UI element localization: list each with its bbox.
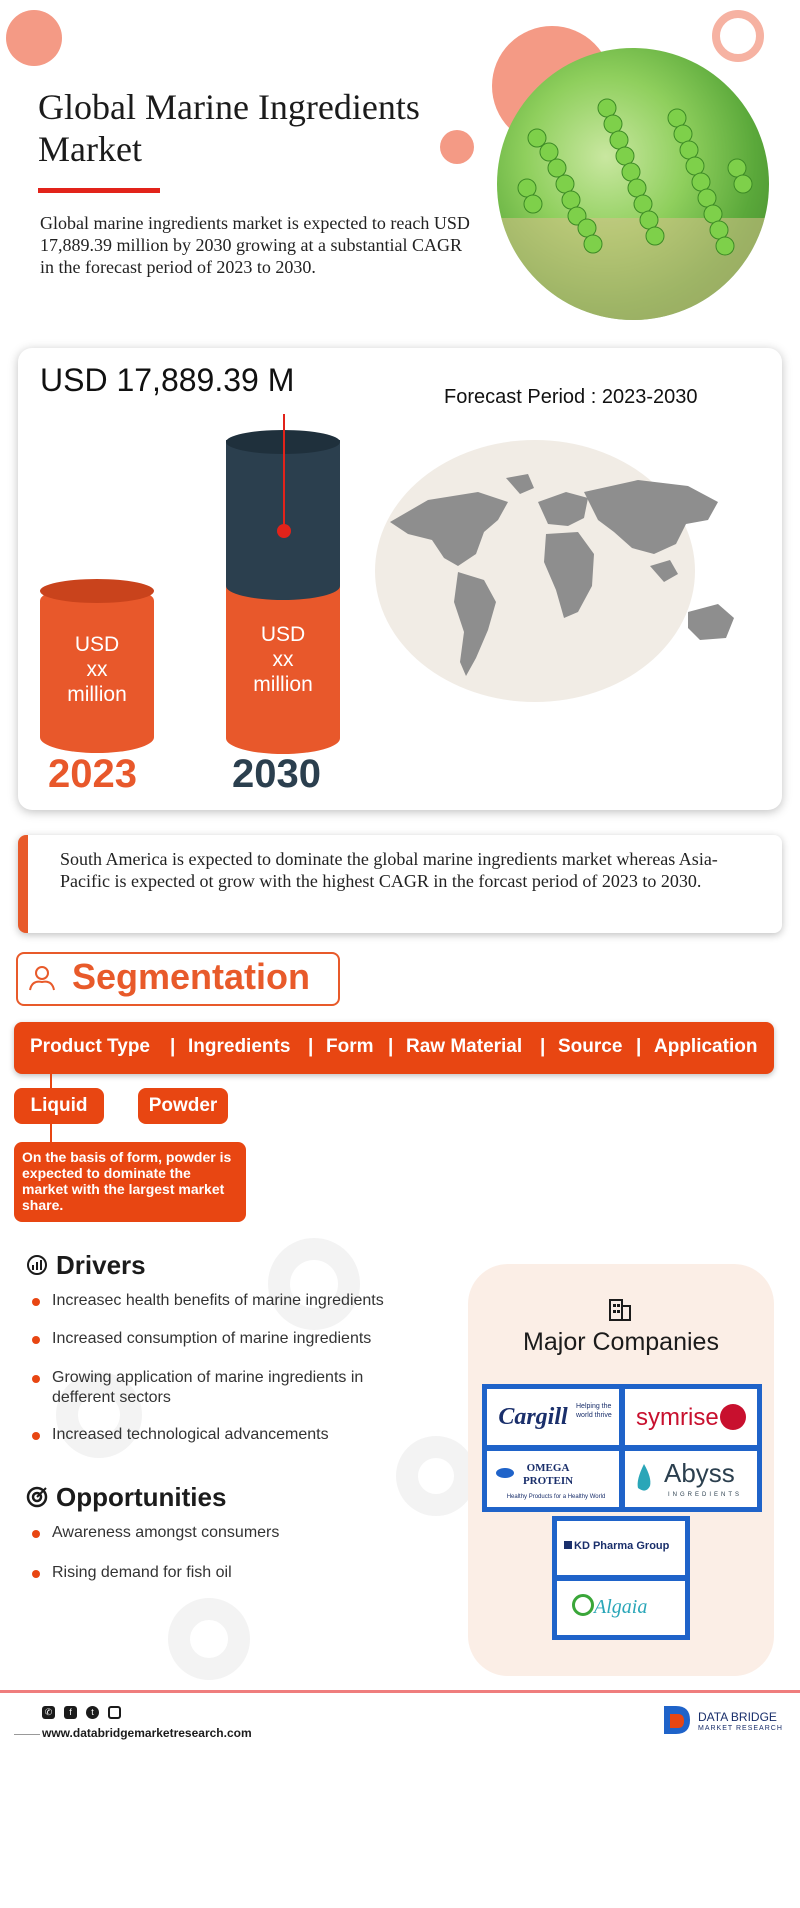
website-link[interactable]: www.databridgemarketresearch.com [42, 1726, 252, 1740]
data-bridge-logo-icon [660, 1702, 694, 1738]
world-map-icon [388, 462, 758, 702]
driver-item: Growing application of marine ingredients in defferent sectors [52, 1369, 364, 1406]
companies-title: Major Companies [523, 1328, 719, 1356]
bar-2030-value: USD xx million [253, 623, 313, 696]
decorative-ring [268, 1238, 360, 1330]
form-powder[interactable]: Powder [138, 1088, 228, 1124]
drivers-title: Drivers [56, 1250, 146, 1280]
whatsapp-icon[interactable]: ✆ [42, 1706, 55, 1719]
algaia-icon [572, 1594, 594, 1616]
seg-separator: | [388, 1036, 394, 1057]
form-liquid[interactable]: Liquid [14, 1088, 104, 1124]
bar-2023-top [40, 579, 154, 603]
opportunity-item: Rising demand for fish oil [52, 1564, 232, 1581]
brand-name: DATA BRIDGE [698, 1710, 777, 1724]
building-icon [607, 1296, 633, 1322]
pointer-dot [277, 524, 291, 538]
intro-text: Global marine ingredients market is expected to reach USD 17,889.39 million by 2030 growing at a substantial CAGR in the forecast period of 2023 to 2030. [40, 213, 470, 277]
footer-rule [14, 1734, 40, 1735]
year-2030: 2030 [232, 752, 321, 796]
segmentation-icon [26, 962, 58, 994]
abyss-name: Abyss [664, 1458, 735, 1488]
page-title: Global Marine Ingredients Market [38, 87, 420, 169]
bullet-dot [32, 1530, 40, 1538]
bar-2023-value: USD xx million [67, 633, 127, 706]
instagram-icon[interactable] [108, 1706, 121, 1719]
facebook-icon[interactable]: f [64, 1706, 77, 1719]
bullet-dot [32, 1432, 40, 1440]
kd-pharma-icon [564, 1541, 572, 1549]
seg-separator: | [308, 1036, 314, 1057]
omega-icon [496, 1468, 514, 1478]
drivers-icon [26, 1254, 48, 1276]
bullet-dot [32, 1298, 40, 1306]
insight-text: South America is expected to dominate the global marine ingredients market whereas Asia-Pacific is expected ot grow with the highest CAGR in the forcast period of 2023 to 2030. [60, 849, 718, 891]
bullet-dot [32, 1336, 40, 1344]
title-underline [38, 188, 160, 193]
segmentation-title: Segmentation [72, 956, 311, 997]
decorative-ring [168, 1598, 250, 1680]
cargill-tagline: Helping the world thrive [576, 1403, 612, 1419]
symrise-name: symrise [636, 1404, 719, 1431]
driver-item: Increased technological advancements [52, 1426, 329, 1443]
cargill-name: Cargill [498, 1404, 568, 1430]
twitter-icon[interactable]: t [86, 1706, 99, 1719]
footer-divider [0, 1690, 800, 1693]
seg-application[interactable]: Application [654, 1036, 758, 1057]
decorative-circle [6, 10, 62, 66]
decorative-ring [396, 1436, 476, 1516]
kd-pharma-name: KD Pharma Group [574, 1540, 670, 1552]
seg-source[interactable]: Source [558, 1036, 623, 1057]
opportunity-item: Awareness amongst consumers [52, 1524, 280, 1541]
seg-product-type[interactable]: Product Type [30, 1036, 150, 1057]
seg-separator: | [540, 1036, 546, 1057]
abyss-drop-icon [634, 1462, 654, 1494]
sea-grapes-illustration [497, 48, 769, 320]
seg-ingredients[interactable]: Ingredients [188, 1036, 291, 1057]
decorative-circle [712, 10, 764, 62]
algaia-name: Algaia [594, 1596, 648, 1618]
seg-raw-material[interactable]: Raw Material [406, 1036, 523, 1057]
bullet-dot [32, 1375, 40, 1383]
forecast-period: Forecast Period : 2023-2030 [444, 386, 698, 408]
driver-item: Increased consumption of marine ingredients [52, 1330, 372, 1347]
brand-sub: MARKET RESEARCH [698, 1725, 783, 1732]
pointer-line [283, 414, 285, 530]
seg-separator: | [170, 1036, 176, 1057]
year-2023: 2023 [48, 752, 137, 796]
omega-tagline: Healthy Products for a Healthy World [506, 1494, 606, 1500]
symrise-icon [720, 1404, 746, 1430]
target-icon [26, 1486, 48, 1508]
opportunities-title: Opportunities [56, 1482, 227, 1512]
headline-value: USD 17,889.39 M [40, 362, 295, 398]
form-note: On the basis of form, powder is expected to dominate the market with the largest market share. [14, 1142, 246, 1222]
sea-grapes-image [497, 48, 769, 320]
seg-separator: | [636, 1036, 642, 1057]
omega-name: OMEGA PROTEIN [522, 1462, 574, 1487]
driver-item: Increasec health benefits of marine ingredients [52, 1292, 384, 1309]
bullet-dot [32, 1570, 40, 1578]
seg-form[interactable]: Form [326, 1036, 374, 1057]
abyss-tagline: INGREDIENTS [668, 1492, 743, 1498]
